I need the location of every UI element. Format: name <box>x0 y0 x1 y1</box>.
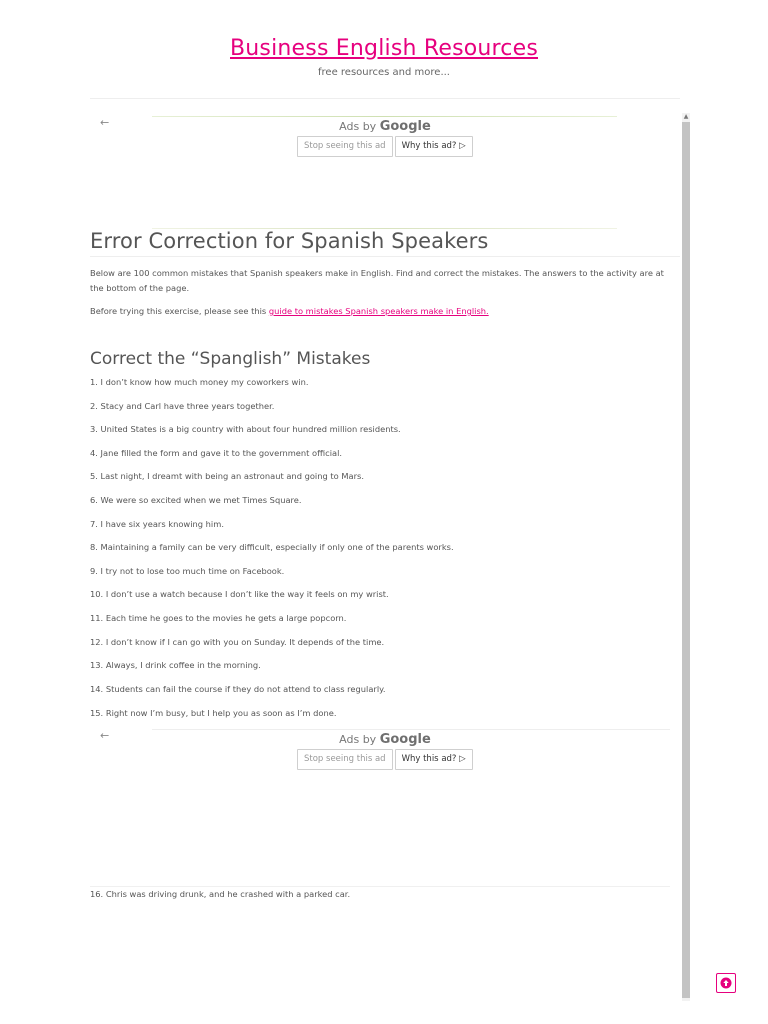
guide-paragraph <box>90 304 680 319</box>
back-to-top-button[interactable] <box>716 973 736 993</box>
site-tagline: free resources and more... <box>318 67 450 78</box>
ad-label <box>90 119 680 134</box>
title-divider <box>90 256 680 257</box>
ad-buttons <box>297 749 473 770</box>
page-title: Error Correction for Spanish Speakers <box>90 229 489 253</box>
why-this-ad-button[interactable]: Why this ad? ▷ <box>395 136 473 157</box>
ad-top-divider <box>152 729 670 730</box>
arrow-up-icon <box>720 977 732 989</box>
ad-label-brand: Google <box>379 732 431 747</box>
ad-buttons <box>297 136 473 157</box>
ad-block-top <box>90 116 680 232</box>
list-item: 14. Students can fail the course if they do not attend to class regularly. <box>90 684 386 694</box>
stop-seeing-ad-button[interactable]: Stop seeing this ad <box>297 136 393 157</box>
ad-label <box>90 732 680 747</box>
list-item: 8. Maintaining a family can be very difficult, especially if only one of the parents works. <box>90 542 454 552</box>
site-title-link[interactable]: Business English Resources <box>230 36 538 61</box>
why-this-ad-button[interactable]: Why this ad? ▷ <box>395 749 473 770</box>
list-item: 9. I try not to lose too much time on Facebook. <box>90 566 285 576</box>
ad-top-divider <box>152 116 617 117</box>
ad-back-arrow-icon[interactable]: ← <box>100 729 110 742</box>
list-item: 6. We were so excited when we met Times Square. <box>90 495 302 505</box>
list-item: 16. Chris was driving drunk, and he crashed with a parked car. <box>90 889 351 899</box>
list-item: 11. Each time he goes to the movies he gets a large popcorn. <box>90 613 347 623</box>
site-header <box>0 36 768 78</box>
header-divider <box>90 98 680 99</box>
scrollbar-thumb[interactable] <box>682 122 690 998</box>
ad-end-divider <box>90 886 670 887</box>
section-title: Correct the “Spanglish” Mistakes <box>90 349 371 369</box>
list-item: 10. I don’t use a watch because I don’t like the way it feels on my wrist. <box>90 589 389 599</box>
list-item: 4. Jane filled the form and gave it to the government official. <box>90 448 343 458</box>
guide-link[interactable]: guide to mistakes Spanish speakers make in English. <box>268 306 489 316</box>
stop-seeing-ad-button[interactable]: Stop seeing this ad <box>297 749 393 770</box>
list-item: 1. I don’t know how much money my coworkers win. <box>90 377 309 387</box>
list-item: 13. Always, I drink coffee in the morning. <box>90 660 261 670</box>
list-item: 2. Stacy and Carl have three years together. <box>90 401 275 411</box>
ad-back-arrow-icon[interactable]: ← <box>100 116 110 129</box>
list-item: 12. I don’t know if I can go with you on Sunday. It depends of the time. <box>90 637 385 647</box>
article <box>90 229 680 316</box>
list-item: 5. Last night, I dreamt with being an astronaut and going to Mars. <box>90 471 364 481</box>
list-item: 3. United States is a big country with about four hundred million residents. <box>90 424 401 434</box>
ad-label-brand: Google <box>379 119 431 134</box>
intro-paragraph: Below are 100 common mistakes that Spanish speakers make in English. Find and correct the mistakes. The answers to the activity are at the bottom of the page. <box>90 268 664 293</box>
ad-label-prefix: Ads by <box>339 733 377 746</box>
ad-block-middle <box>90 729 680 789</box>
guide-intro-text: Before trying this exercise, please see this <box>90 306 269 316</box>
list-item: 7. I have six years knowing him. <box>90 519 224 529</box>
scroll-up-arrow-icon[interactable]: ▲ <box>683 113 689 120</box>
list-item: 15. Right now I’m busy, but I help you as soon as I’m done. <box>90 708 337 718</box>
ad-label-prefix: Ads by <box>339 120 377 133</box>
